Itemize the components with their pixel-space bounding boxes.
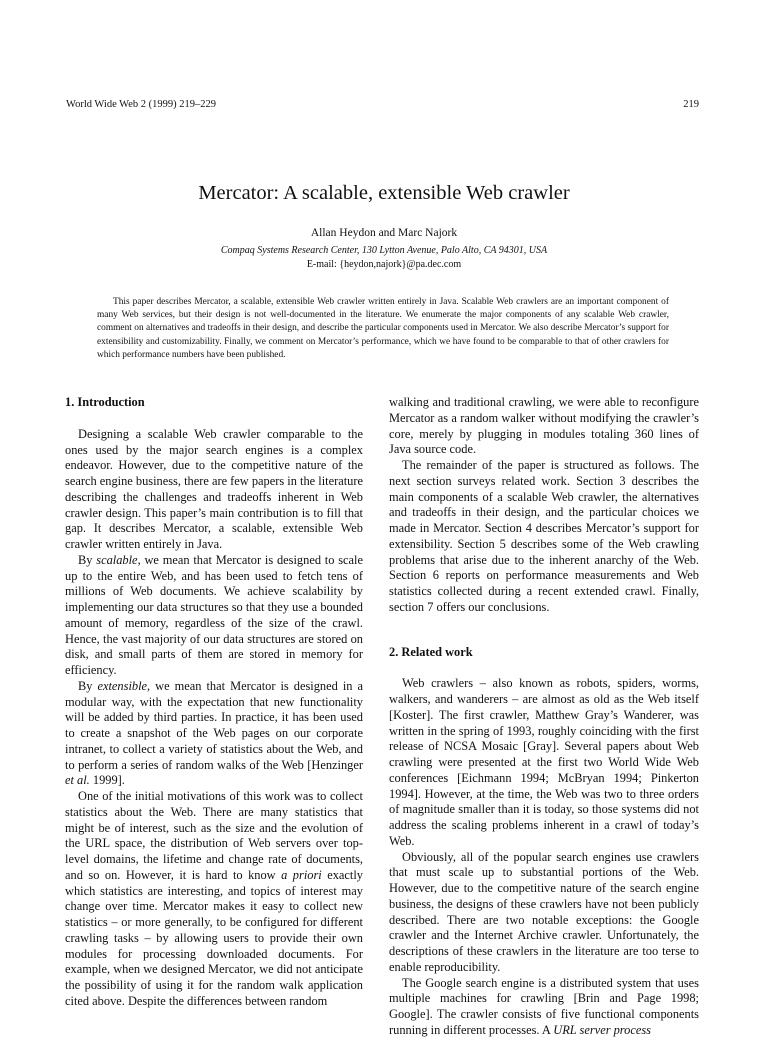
intro-p3-lead: By <box>78 678 98 693</box>
right-column <box>389 395 699 1039</box>
intro-paragraph-4-continued <box>389 395 699 458</box>
intro-p4-a: One of the initial motivations of this work was to collect statistics about the Web. There are many statistics that might be of interest, such as the size and the evolution of the URL space, the distribution of Web servers over top-level domains, the lifetime and change rate of documents, and so on. However, it is hard to know <box>65 789 363 882</box>
left-column <box>65 395 363 1010</box>
intro-p4-b: exactly which statistics are interesting, and topics of interest may change over time. Mercator makes it easy to collect new statistics – or more generally, to be configured for different crawling tasks – by allowing users to provide their own modules for processing downloaded documents. For example, when we designed Mercator, we did not anticipate the possibility of using it for the random walk application cited above. Despite the differences between random <box>65 867 363 1008</box>
term-a-priori: a priori <box>281 867 322 882</box>
abstract: This paper describes Mercator, a scalable, extensible Web crawler written entirely in Java. Scalable Web crawlers are an important component of many Web services, but their design is not well-documented in the literature. We enumerate the major components of any scalable Web crawler, comment on alternatives and tradeoffs in their design, and describe the particular components used in Mercator. We also describe Mercator’s support for extensibility and customizability. Finally, we comment on Mercator’s performance, which we have found to be comparable to that of other crawlers for which performance numbers have been published. <box>97 297 669 360</box>
related-paragraph-1: Web crawlers – also known as robots, spiders, worms, walkers, and wanderers – are almost as old as the Web itself [Koster]. The first crawler, Matthew Gray’s Wanderer, was written in the spring of 1993, roughly coinciding with the first release of NCSA Mosaic [Gray]. Several papers about Web crawling were presented at the first two World Wide Web conferences [Eichmann 1994; McBryan 1994; Pinkerton 1994]. However, at the time, the Web was two to three orders of magnitude smaller than it is today, so those systems did not address the scaling problems inherent in a crawl of today’s Web. <box>389 676 699 848</box>
intro-p3-end: 1999]. <box>89 773 125 788</box>
section-heading-related-work: 2. Related work <box>389 644 473 659</box>
term-extensible: extensible <box>97 678 148 693</box>
section-heading-introduction: 1. Introduction <box>65 395 145 409</box>
related-p3-a: The Google search engine is a distributed system that uses multiple machines for crawling [Brin and Page 1998; Google]. The crawler consists of five functional components running in different processes. A <box>389 975 699 1037</box>
intro-p3-rest: , we mean that Mercator is designed in a modular way, with the expectation that new functionality will be added by third parties. In practice, it has been used to create a snapshot of the Web pages on our corporate intranet, to collect a variety of statistics about the Web, and to perform a series of random walks of the Web [Henzinger <box>65 678 363 772</box>
page-number: 219 <box>683 99 699 110</box>
intro-p2-lead: By <box>78 552 97 567</box>
journal-citation: World Wide Web 2 (1999) 219–229 <box>66 99 217 110</box>
author-email: E-mail: {heydon,najork}@pa.dec.com <box>306 259 462 270</box>
term-scalable: scalable <box>96 552 138 567</box>
intro-paragraph-4 <box>65 789 363 1010</box>
paper-authors: Allan Heydon and Marc Najork <box>310 227 458 239</box>
paper-title: Mercator: A scalable, extensible Web crawler <box>198 182 570 204</box>
related-paragraph-2: Obviously, all of the popular search engines use crawlers that must scale up to substantial portions of the Web. However, due to the competitive nature of the search engine business, the designs of these crawlers have not been publicly described. There are two notable exceptions: the Google crawler and the Internet Archive crawler. Unfortunately, the descriptions of these crawlers in the literature are too terse to enable reproducibility. <box>389 849 699 974</box>
related-paragraph-3 <box>389 976 699 1039</box>
citation-etal: et al. <box>65 773 90 788</box>
intro-paragraph-3 <box>65 679 363 789</box>
intro-paragraph-1: Designing a scalable Web crawler comparable to the ones used by the major search engines is a complex endeavor. However, due to the competitive nature of the search engine business, there are few papers in the literature describing the challenges and tradeoffs inherent in Web crawler design. This paper’s main contribution is to fill that gap. It describes Mercator, a scalable, extensible Web crawler written entirely in Java. <box>65 426 363 551</box>
intro-paragraph-5: The remainder of the paper is structured as follows. The next section surveys related work. Section 3 describes the main components of a scalable Web crawler, the alternatives and tradeoffs in their design, and the particular choices we made in Mercator. Section 4 describes Mercator’s support for extensibility. Section 5 describes some of the Web crawling problems that arise due to the inherent anarchy of the Web. Section 6 reports on performance measurements and Web statistics collected during a recent extended crawl. Finally, section 7 offers our conclusions. <box>389 458 699 614</box>
author-affiliation: Compaq Systems Research Center, 130 Lytton Avenue, Palo Alto, CA 94301, USA <box>220 245 548 256</box>
term-url-server-process: URL server process <box>553 1022 652 1037</box>
intro-p4-continuation: walking and traditional crawling, we were able to reconfigure Mercator as a random walker without modifying the crawler’s core, merely by plugging in modules totaling 360 lines of Java source code. <box>389 395 699 457</box>
intro-paragraph-2 <box>65 553 363 679</box>
intro-p2-rest: , we mean that Mercator is designed to scale up to the entire Web, and has been used to fetch tens of millions of Web documents. We achieve scalability by implementing our data structures so that they use a bounded amount of memory, regardless of the size of the crawl. Hence, the vast majority of our data structures are stored on disk, and small parts of them are stored in memory for efficiency. <box>65 552 364 677</box>
